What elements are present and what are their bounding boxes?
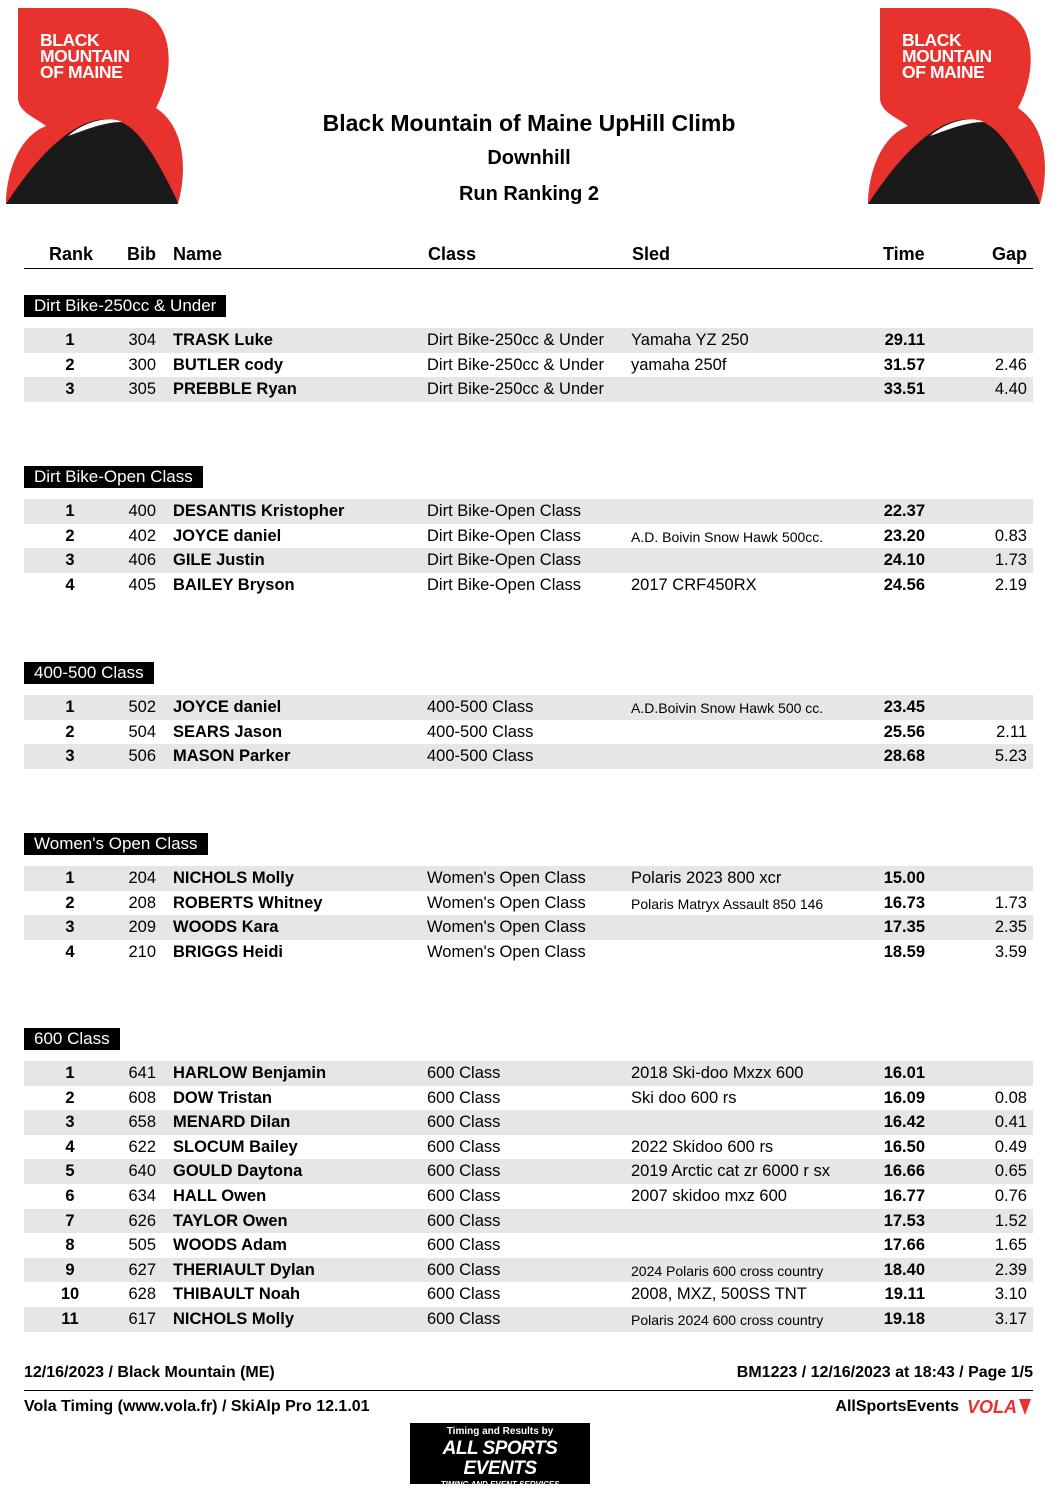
col-gap: Gap [992, 244, 1028, 264]
time-cell: 16.09 [883, 1088, 925, 1107]
bib-cell: 640 [128, 1162, 156, 1181]
time-cell: 24.10 [883, 551, 925, 570]
group-label: Dirt Bike-250cc & Under [24, 295, 226, 317]
rank-cell: 2 [65, 893, 75, 912]
footer-allsportsevents: AllSportsEvents [835, 1398, 959, 1415]
sled-cell: 2008, MXZ, 500SS TNT [631, 1285, 807, 1304]
time-cell: 33.51 [883, 380, 925, 399]
time-cell: 16.50 [883, 1137, 925, 1156]
class-cell: 600 Class [427, 1186, 501, 1205]
rank-cell: 3 [65, 380, 75, 399]
ase-logo-line3: TIMING AND EVENT SERVICES [440, 1480, 560, 1489]
class-cell: 400-500 Class [427, 747, 534, 766]
time-cell: 16.73 [883, 893, 925, 912]
bib-cell: 204 [128, 869, 156, 887]
sled-cell: 2022 Skidoo 600 rs [631, 1137, 774, 1156]
name-cell: SEARS Jason [173, 722, 283, 741]
name-cell: WOODS Adam [173, 1236, 287, 1255]
time-cell: 23.20 [883, 526, 925, 545]
allsportsevents-logo [410, 1423, 590, 1500]
page-subtitle: Downhill [487, 147, 571, 169]
name-cell: GILE Justin [173, 551, 265, 570]
class-cell: 600 Class [427, 1236, 501, 1255]
class-cell: Dirt Bike-250cc & Under [427, 331, 604, 349]
table-row [24, 1159, 1033, 1184]
bib-cell: 626 [128, 1211, 156, 1230]
time-cell: 17.66 [883, 1236, 925, 1255]
table-row [24, 1061, 1033, 1086]
name-cell: DESANTIS Kristopher [173, 502, 345, 520]
rank-cell: 3 [65, 747, 75, 766]
bib-cell: 506 [128, 747, 156, 766]
bib-cell: 210 [128, 942, 156, 961]
gap-cell: 3.10 [994, 1285, 1027, 1304]
class-cell: 600 Class [427, 1285, 501, 1304]
gap-cell: 1.73 [994, 551, 1027, 570]
time-cell: 15.00 [883, 869, 925, 887]
gap-cell: 0.65 [994, 1162, 1027, 1181]
rank-cell: 11 [61, 1309, 79, 1328]
class-cell: 600 Class [427, 1309, 501, 1328]
table-row [24, 524, 1033, 549]
gap-cell: 1.73 [994, 893, 1027, 912]
rank-cell: 1 [65, 869, 75, 887]
name-cell: MASON Parker [173, 747, 291, 766]
group-womens-open [24, 833, 1033, 964]
col-sled: Sled [632, 244, 671, 264]
time-cell: 23.45 [883, 698, 925, 716]
bib-cell: 634 [128, 1186, 156, 1205]
col-time: Time [883, 244, 925, 264]
rank-cell: 6 [65, 1186, 75, 1205]
group-rows [24, 1061, 1033, 1332]
ase-logo-line2: ALL SPORTS EVENTS [442, 1438, 558, 1479]
rank-cell: 1 [65, 698, 75, 716]
group-label: Women's Open Class [24, 833, 208, 855]
group-dirt-bike-250 [24, 295, 1033, 402]
table-row [24, 1258, 1033, 1283]
rank-cell: 3 [65, 918, 75, 937]
ase-logo-line1: Timing and Results by [446, 1426, 554, 1437]
name-cell: MENARD Dilan [173, 1113, 291, 1132]
bib-cell: 209 [128, 918, 156, 937]
class-cell: 600 Class [427, 1260, 501, 1279]
time-cell: 28.68 [883, 747, 925, 766]
vola-logo-icon [967, 1397, 1033, 1417]
gap-cell: 3.17 [994, 1309, 1027, 1328]
class-cell: 400-500 Class [427, 722, 534, 741]
name-cell: BRIGGS Heidi [173, 942, 284, 961]
table-row [24, 1184, 1033, 1209]
bib-cell: 304 [128, 331, 156, 349]
name-cell: WOODS Kara [173, 918, 279, 937]
rank-cell: 10 [60, 1285, 80, 1304]
name-cell: NICHOLS Molly [173, 1309, 295, 1328]
time-cell: 16.77 [883, 1186, 925, 1205]
table-row [24, 548, 1033, 573]
bib-cell: 608 [128, 1088, 156, 1107]
class-cell: 600 Class [427, 1211, 501, 1230]
time-cell: 19.11 [884, 1285, 925, 1304]
table-row [24, 1110, 1033, 1135]
ase-logo-line4: www.allsportsevents.com [444, 1490, 556, 1500]
time-cell: 29.11 [884, 331, 925, 349]
rank-cell: 4 [65, 575, 75, 594]
bib-cell: 208 [128, 893, 156, 912]
gap-cell: 0.76 [994, 1186, 1027, 1205]
bib-cell: 505 [128, 1236, 156, 1255]
class-cell: 600 Class [427, 1137, 501, 1156]
class-cell: Dirt Bike-Open Class [427, 502, 582, 520]
group-600 [24, 1028, 1033, 1332]
rank-cell: 5 [65, 1162, 75, 1181]
name-cell: ROBERTS Whitney [173, 893, 323, 912]
group-rows [24, 695, 1033, 769]
table-row [24, 1233, 1033, 1258]
gap-cell: 0.49 [994, 1137, 1027, 1156]
class-cell: 400-500 Class [427, 698, 534, 716]
gap-cell: 0.08 [994, 1088, 1027, 1107]
rank-cell: 7 [65, 1211, 75, 1230]
logo-text: BLACK MOUNTAIN OF MAINE [902, 30, 992, 82]
footer-date-location: 12/16/2023 / Black Mountain (ME) [24, 1364, 275, 1381]
class-cell: Women's Open Class [427, 893, 586, 912]
class-cell: Women's Open Class [427, 942, 586, 961]
footer-software: Vola Timing (www.vola.fr) / SkiAlp Pro 12.1.01 [24, 1398, 370, 1415]
bib-cell: 627 [128, 1260, 156, 1279]
bib-cell: 504 [128, 722, 156, 741]
group-400-500 [24, 662, 1033, 769]
time-cell: 16.66 [883, 1162, 925, 1181]
footer-page-info: BM1223 / 12/16/2023 at 18:43 / Page 1/5 [736, 1364, 1033, 1381]
time-cell: 18.59 [883, 942, 925, 961]
table-row [24, 573, 1033, 598]
sled-cell: A.D.Boivin Snow Hawk 500 cc. [631, 700, 824, 716]
name-cell: TAYLOR Owen [173, 1211, 288, 1230]
sled-cell: 2024 Polaris 600 cross country [631, 1262, 824, 1279]
class-cell: Women's Open Class [427, 918, 586, 937]
sled-cell: 2018 Ski-doo Mxzx 600 [631, 1064, 804, 1082]
table-row [24, 1135, 1033, 1160]
gap-cell: 2.39 [994, 1260, 1027, 1279]
bib-cell: 502 [128, 698, 156, 716]
name-cell: GOULD Daytona [173, 1162, 303, 1181]
name-cell: HALL Owen [173, 1186, 267, 1205]
table-row [24, 353, 1033, 378]
rank-cell: 3 [65, 551, 75, 570]
class-cell: 600 Class [427, 1064, 501, 1082]
name-cell: HARLOW Benjamin [173, 1064, 327, 1082]
table-row [24, 915, 1033, 940]
class-cell: Dirt Bike-Open Class [427, 575, 582, 594]
rank-cell: 4 [65, 942, 75, 961]
sled-cell: 2017 CRF450RX [631, 575, 757, 594]
footer-event-info [24, 1362, 1033, 1391]
gap-cell: 2.11 [996, 722, 1027, 741]
rank-cell: 3 [65, 1113, 75, 1132]
sled-cell: 2007 skidoo mxz 600 [631, 1186, 787, 1205]
name-cell: JOYCE daniel [173, 698, 282, 716]
time-cell: 25.56 [883, 722, 925, 741]
name-cell: THERIAULT Dylan [173, 1260, 315, 1279]
group-label: Dirt Bike-Open Class [24, 466, 203, 488]
group-label: 400-500 Class [24, 662, 154, 684]
time-cell: 18.40 [883, 1260, 925, 1279]
rank-cell: 9 [65, 1260, 75, 1279]
rank-cell: 2 [65, 526, 75, 545]
table-row [24, 891, 1033, 916]
bib-cell: 658 [128, 1113, 156, 1132]
sled-cell: Polaris 2023 800 xcr [631, 869, 782, 887]
time-cell: 16.42 [883, 1113, 925, 1132]
rank-cell: 8 [65, 1236, 75, 1255]
group-rows [24, 499, 1033, 597]
gap-cell: 1.52 [994, 1211, 1027, 1230]
logo-text: BLACK MOUNTAIN OF MAINE [40, 30, 130, 82]
gap-cell: 0.83 [994, 526, 1027, 545]
class-cell: Dirt Bike-Open Class [427, 551, 582, 570]
class-cell: 600 Class [427, 1162, 501, 1181]
table-row [24, 1307, 1033, 1332]
bib-cell: 305 [128, 380, 156, 399]
name-cell: NICHOLS Molly [173, 869, 295, 887]
table-row [24, 1282, 1033, 1307]
class-cell: 600 Class [427, 1113, 501, 1132]
rank-cell: 1 [65, 502, 75, 520]
group-dirt-bike-open [24, 466, 1033, 597]
sled-cell: Ski doo 600 rs [631, 1088, 737, 1107]
gap-cell: 0.41 [994, 1113, 1027, 1132]
col-rank: Rank [49, 244, 94, 264]
table-row [24, 744, 1033, 769]
sled-cell: yamaha 250f [631, 355, 727, 374]
bib-cell: 641 [128, 1064, 156, 1082]
name-cell: TRASK Luke [173, 331, 273, 349]
table-row [24, 720, 1033, 745]
table-row [24, 328, 1033, 353]
time-cell: 19.18 [883, 1309, 925, 1328]
bib-cell: 300 [128, 355, 156, 374]
footer-timing-info [24, 1396, 1033, 1420]
table-row [24, 499, 1033, 524]
gap-cell: 2.35 [994, 918, 1027, 937]
class-cell: 600 Class [427, 1088, 501, 1107]
name-cell: THIBAULT Noah [173, 1285, 301, 1304]
bib-cell: 405 [128, 575, 156, 594]
rank-cell: 2 [65, 355, 75, 374]
gap-cell: 3.59 [994, 942, 1027, 961]
group-rows [24, 328, 1033, 402]
page-titles [0, 106, 1058, 212]
time-cell: 24.56 [883, 575, 925, 594]
time-cell: 22.37 [883, 502, 925, 520]
col-bib: Bib [127, 244, 156, 264]
class-cell: Dirt Bike-250cc & Under [427, 355, 604, 374]
name-cell: DOW Tristan [173, 1088, 273, 1107]
gap-cell: 1.65 [994, 1236, 1027, 1255]
gap-cell: 4.40 [994, 380, 1027, 399]
group-label: 600 Class [24, 1028, 120, 1050]
sled-cell: Yamaha YZ 250 [631, 331, 749, 349]
footer-brand [835, 1397, 1033, 1417]
column-header [24, 242, 1033, 269]
time-cell: 31.57 [883, 355, 925, 374]
bib-cell: 628 [128, 1285, 156, 1304]
bib-cell: 402 [128, 526, 156, 545]
page-title: Black Mountain of Maine UpHill Climb [322, 110, 736, 136]
time-cell: 16.01 [883, 1064, 925, 1082]
col-name: Name [173, 244, 223, 264]
group-rows [24, 866, 1033, 964]
rank-cell: 2 [65, 722, 75, 741]
bib-cell: 617 [128, 1309, 156, 1328]
rank-cell: 1 [65, 331, 75, 349]
class-cell: Dirt Bike-250cc & Under [427, 380, 604, 399]
gap-cell: 2.46 [994, 355, 1027, 374]
rank-cell: 2 [65, 1088, 75, 1107]
bib-cell: 622 [128, 1137, 156, 1156]
table-row [24, 695, 1033, 720]
sled-cell: A.D. Boivin Snow Hawk 500cc. [631, 528, 824, 545]
name-cell: JOYCE daniel [173, 526, 282, 545]
name-cell: BUTLER cody [173, 355, 284, 374]
time-cell: 17.35 [883, 918, 925, 937]
table-row [24, 1209, 1033, 1234]
gap-cell: 2.19 [994, 575, 1027, 594]
class-cell: Women's Open Class [427, 869, 586, 887]
table-row [24, 1086, 1033, 1111]
ranking-title: Run Ranking 2 [458, 183, 599, 205]
col-class: Class [428, 244, 477, 264]
class-cell: Dirt Bike-Open Class [427, 526, 582, 545]
rank-cell: 4 [65, 1137, 75, 1156]
name-cell: SLOCUM Bailey [173, 1137, 298, 1156]
sled-cell: Polaris 2024 600 cross country [631, 1311, 824, 1328]
sled-cell: 2019 Arctic cat zr 6000 r sx [631, 1162, 831, 1181]
name-cell: PREBBLE Ryan [173, 380, 297, 399]
time-cell: 17.53 [883, 1211, 925, 1230]
bib-cell: 400 [128, 502, 156, 520]
sled-cell: Polaris Matryx Assault 850 146 [631, 895, 824, 912]
bib-cell: 406 [128, 551, 156, 570]
vola-logo-text: VOLA [967, 1397, 1018, 1417]
table-row [24, 866, 1033, 891]
rank-cell: 1 [65, 1064, 75, 1082]
table-row [24, 940, 1033, 965]
name-cell: BAILEY Bryson [173, 575, 295, 594]
table-row [24, 377, 1033, 402]
gap-cell: 5.23 [994, 747, 1027, 766]
